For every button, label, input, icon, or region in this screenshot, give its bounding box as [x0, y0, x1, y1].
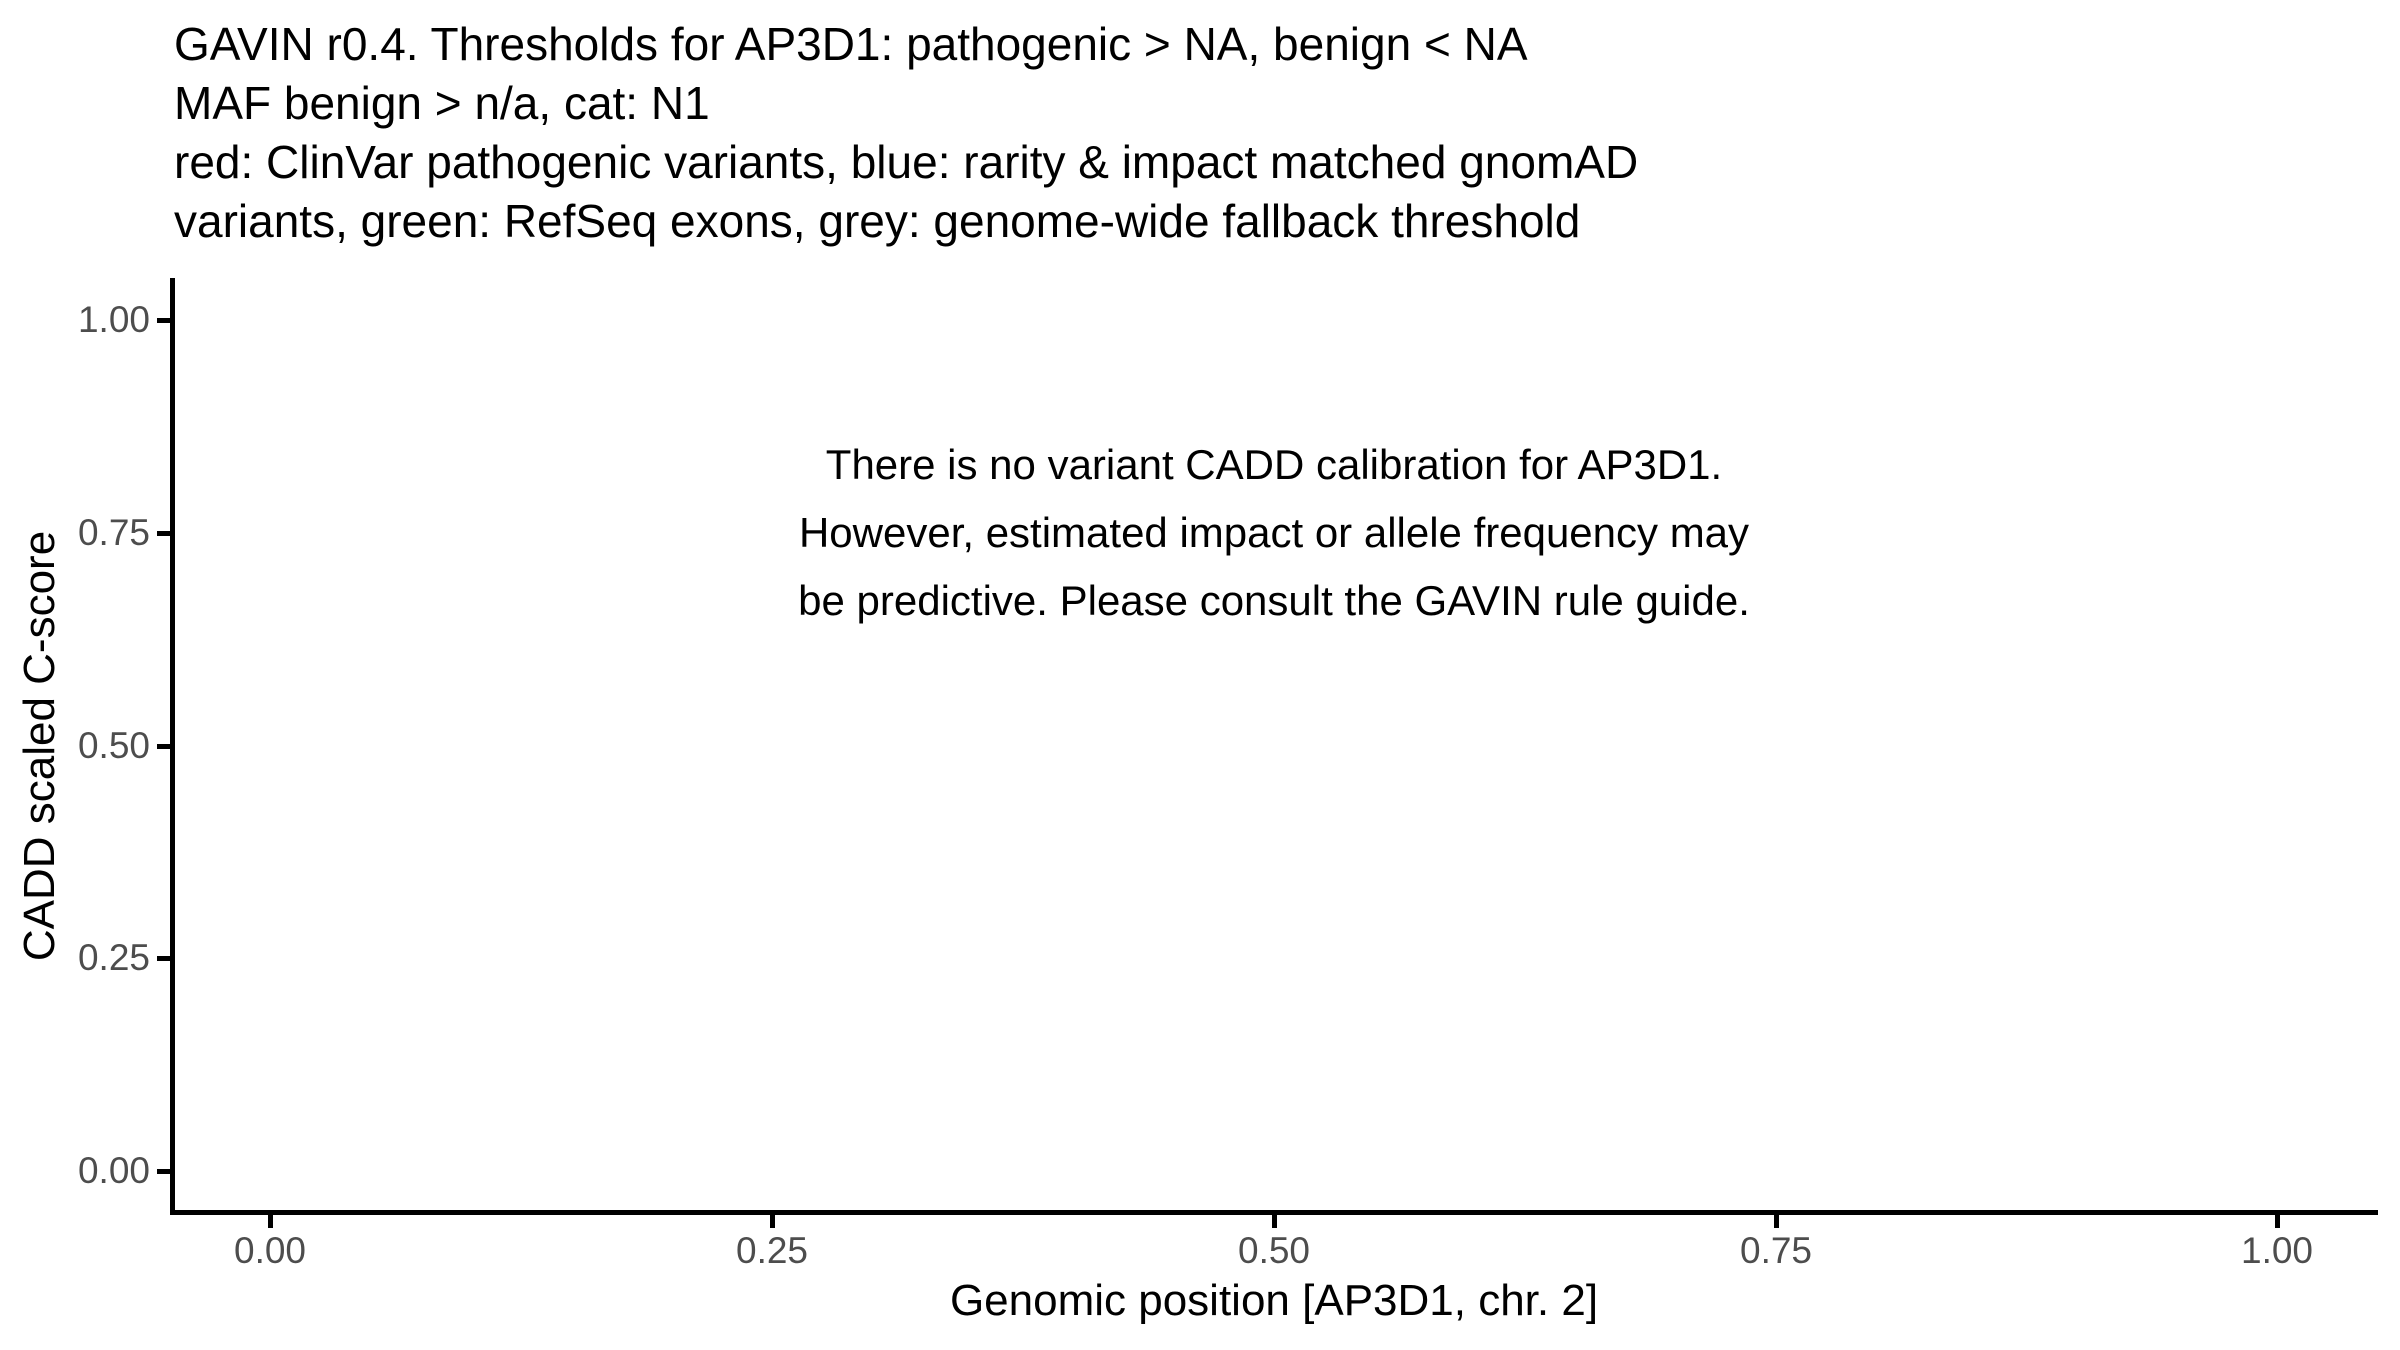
y-tick-mark	[157, 531, 170, 536]
x-tick-label: 0.75	[1739, 1230, 1813, 1271]
y-axis-line	[170, 278, 175, 1215]
annotation-line-3: be predictive. Please consult the GAVIN rule guide.	[798, 577, 1750, 624]
y-tick-mark	[157, 318, 170, 323]
y-tick-label: 1.00	[77, 299, 150, 340]
y-axis-title: CADD scaled C-score	[15, 530, 64, 962]
y-tick-label: 0.25	[77, 937, 150, 978]
x-tick-mark	[1272, 1215, 1277, 1228]
x-tick-mark	[2275, 1215, 2280, 1228]
x-tick-label: 0.00	[233, 1230, 307, 1271]
y-tick-label: 0.50	[77, 725, 150, 766]
plot-title	[174, 15, 1638, 251]
x-tick-mark	[268, 1215, 273, 1228]
x-tick-label: 1.00	[2240, 1230, 2314, 1271]
y-tick-label: 0.75	[77, 512, 150, 553]
plot-title-line-3: red: ClinVar pathogenic variants, blue: rarity & impact matched gnomAD	[174, 136, 1639, 188]
x-tick-label: 0.50	[1237, 1230, 1311, 1271]
annotation-line-2: However, estimated impact or allele frequency may	[798, 509, 1750, 556]
y-tick-mark	[157, 956, 170, 961]
y-tick-mark	[157, 1169, 170, 1174]
plot-title-line-1: GAVIN r0.4. Thresholds for AP3D1: pathogenic > NA, benign < NA	[174, 18, 1528, 70]
annotation-text	[798, 431, 1750, 635]
x-tick-mark	[770, 1215, 775, 1228]
y-tick-mark	[157, 744, 170, 749]
x-tick-mark	[1774, 1215, 1779, 1228]
annotation-line-1: There is no variant CADD calibration for AP3D1.	[825, 441, 1723, 488]
plot-panel	[175, 278, 2378, 1210]
plot-title-line-4: variants, green: RefSeq exons, grey: genome-wide fallback threshold	[174, 195, 1581, 247]
x-tick-label: 0.25	[735, 1230, 809, 1271]
plot-title-line-2: MAF benign > n/a, cat: N1	[174, 77, 710, 129]
x-axis-title: Genomic position [AP3D1, chr. 2]	[949, 1276, 1599, 1325]
y-tick-label: 0.00	[77, 1150, 150, 1191]
